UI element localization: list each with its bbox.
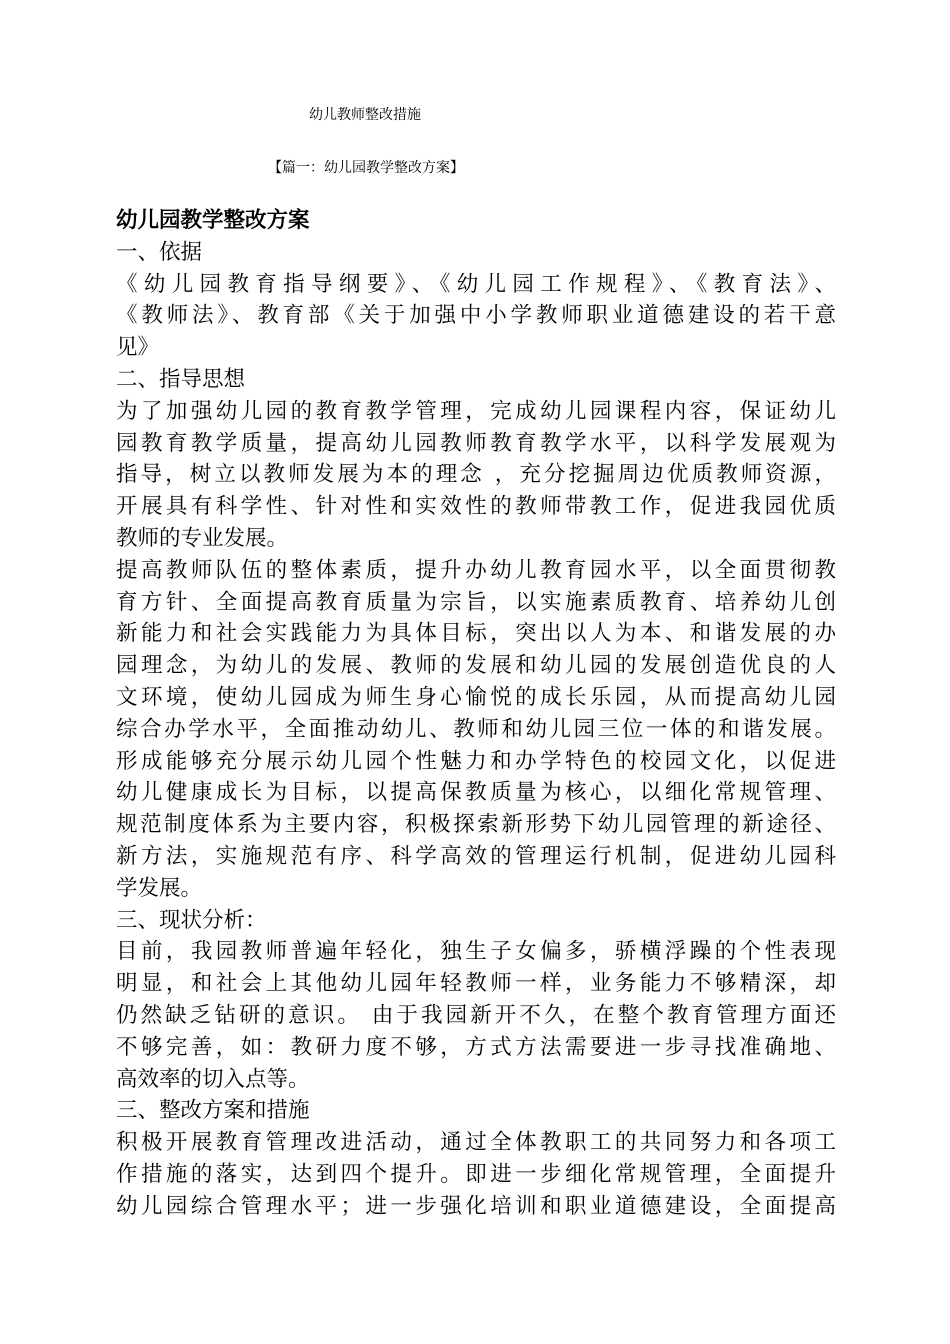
text-line: 目前，我园教师普遍年轻化，独生子女偏多，骄横浮躁的个性表现 [116,939,836,965]
text-line: 明显，和社会上其他幼儿园年轻教师一样，业务能力不够精深，却 [116,971,836,997]
text-line: 规范制度体系为主要内容，积极探索新形势下幼儿园管理的新途径、 [116,812,836,838]
text-line: 仍然缺乏钻研的意识。 由于我园新开不久，在整个教育管理方面还 [116,1002,836,1028]
text-line: 作措施的落实，达到四个提升。即进一步细化常规管理，全面提升 [116,1161,836,1187]
text-line: 文环境，使幼儿园成为师生身心愉悦的成长乐园，从而提高幼儿园 [116,684,836,710]
section-tag: 【篇一：幼儿园教学整改方案】 [268,160,464,176]
text-line: 《幼儿园教育指导纲要》、《幼儿园工作规程》、《教育法》、 [116,271,836,297]
text-line: 高效率的切入点等。 [116,1066,310,1092]
section-heading-rectification-plan: 三、整改方案和措施 [116,1098,310,1124]
document-body [116,205,836,1223]
text-line: 形成能够充分展示幼儿园个性魅力和办学特色的校园文化，以促进 [116,748,836,774]
text-line: 提高教师队伍的整体素质，提升办幼儿教育园水平，以全面贯彻教 [116,557,836,583]
text-line: 综合办学水平，全面推动幼儿、教师和幼儿园三位一体的和谐发展。 [116,716,836,742]
text-line: 幼儿园综合管理水平；进一步强化培训和职业道德建设，全面提高 [116,1193,836,1219]
text-line: 育方针、全面提高教育质量为宗旨，以实施素质教育、培养幼儿创 [116,589,836,615]
section-heading-guiding-thought: 二、指导思想 [116,366,246,392]
document-title: 幼儿教师整改措施 [309,107,421,123]
text-line: 不够完善，如：教研力度不够，方式方法需要进一步寻找准确地、 [116,1034,836,1060]
text-line: 指导，树立以教师发展为本的理念 ，充分挖掘周边优质教师资源， [116,462,836,488]
text-line: 见》 [116,335,160,361]
text-line: 新能力和社会实践能力为具体目标，突出以人为本、和谐发展的办 [116,621,836,647]
text-line: 教师的专业发展。 [116,525,289,551]
text-line: 园理念，为幼儿的发展、教师的发展和幼儿园的发展创造优良的人 [116,653,836,679]
text-line: 开展具有科学性、针对性和实效性的教师带教工作，促进我园优质 [116,494,836,520]
text-line: 新方法，实施规范有序、科学高效的管理运行机制，促进幼儿园科 [116,843,836,869]
text-line: 幼儿健康成长为目标，以提高保教质量为核心，以细化常规管理、 [116,780,836,806]
text-line: 积极开展教育管理改进活动，通过全体教职工的共同努力和各项工 [116,1130,836,1156]
section-heading-status-analysis: 三、现状分析： [116,907,267,933]
text-line: 学发展。 [116,875,203,901]
text-line: 为了加强幼儿园的教育教学管理，完成幼儿园课程内容，保证幼儿 [116,398,836,424]
text-line: 《教师法》、教育部《关于加强中小学教师职业道德建设的若干意 [116,303,836,329]
text-line: 园教育教学质量，提高幼儿园教师教育教学水平，以科学发展观为 [116,430,836,456]
section-heading-basis: 一、依据 [116,239,203,265]
main-heading: 幼儿园教学整改方案 [116,208,310,233]
